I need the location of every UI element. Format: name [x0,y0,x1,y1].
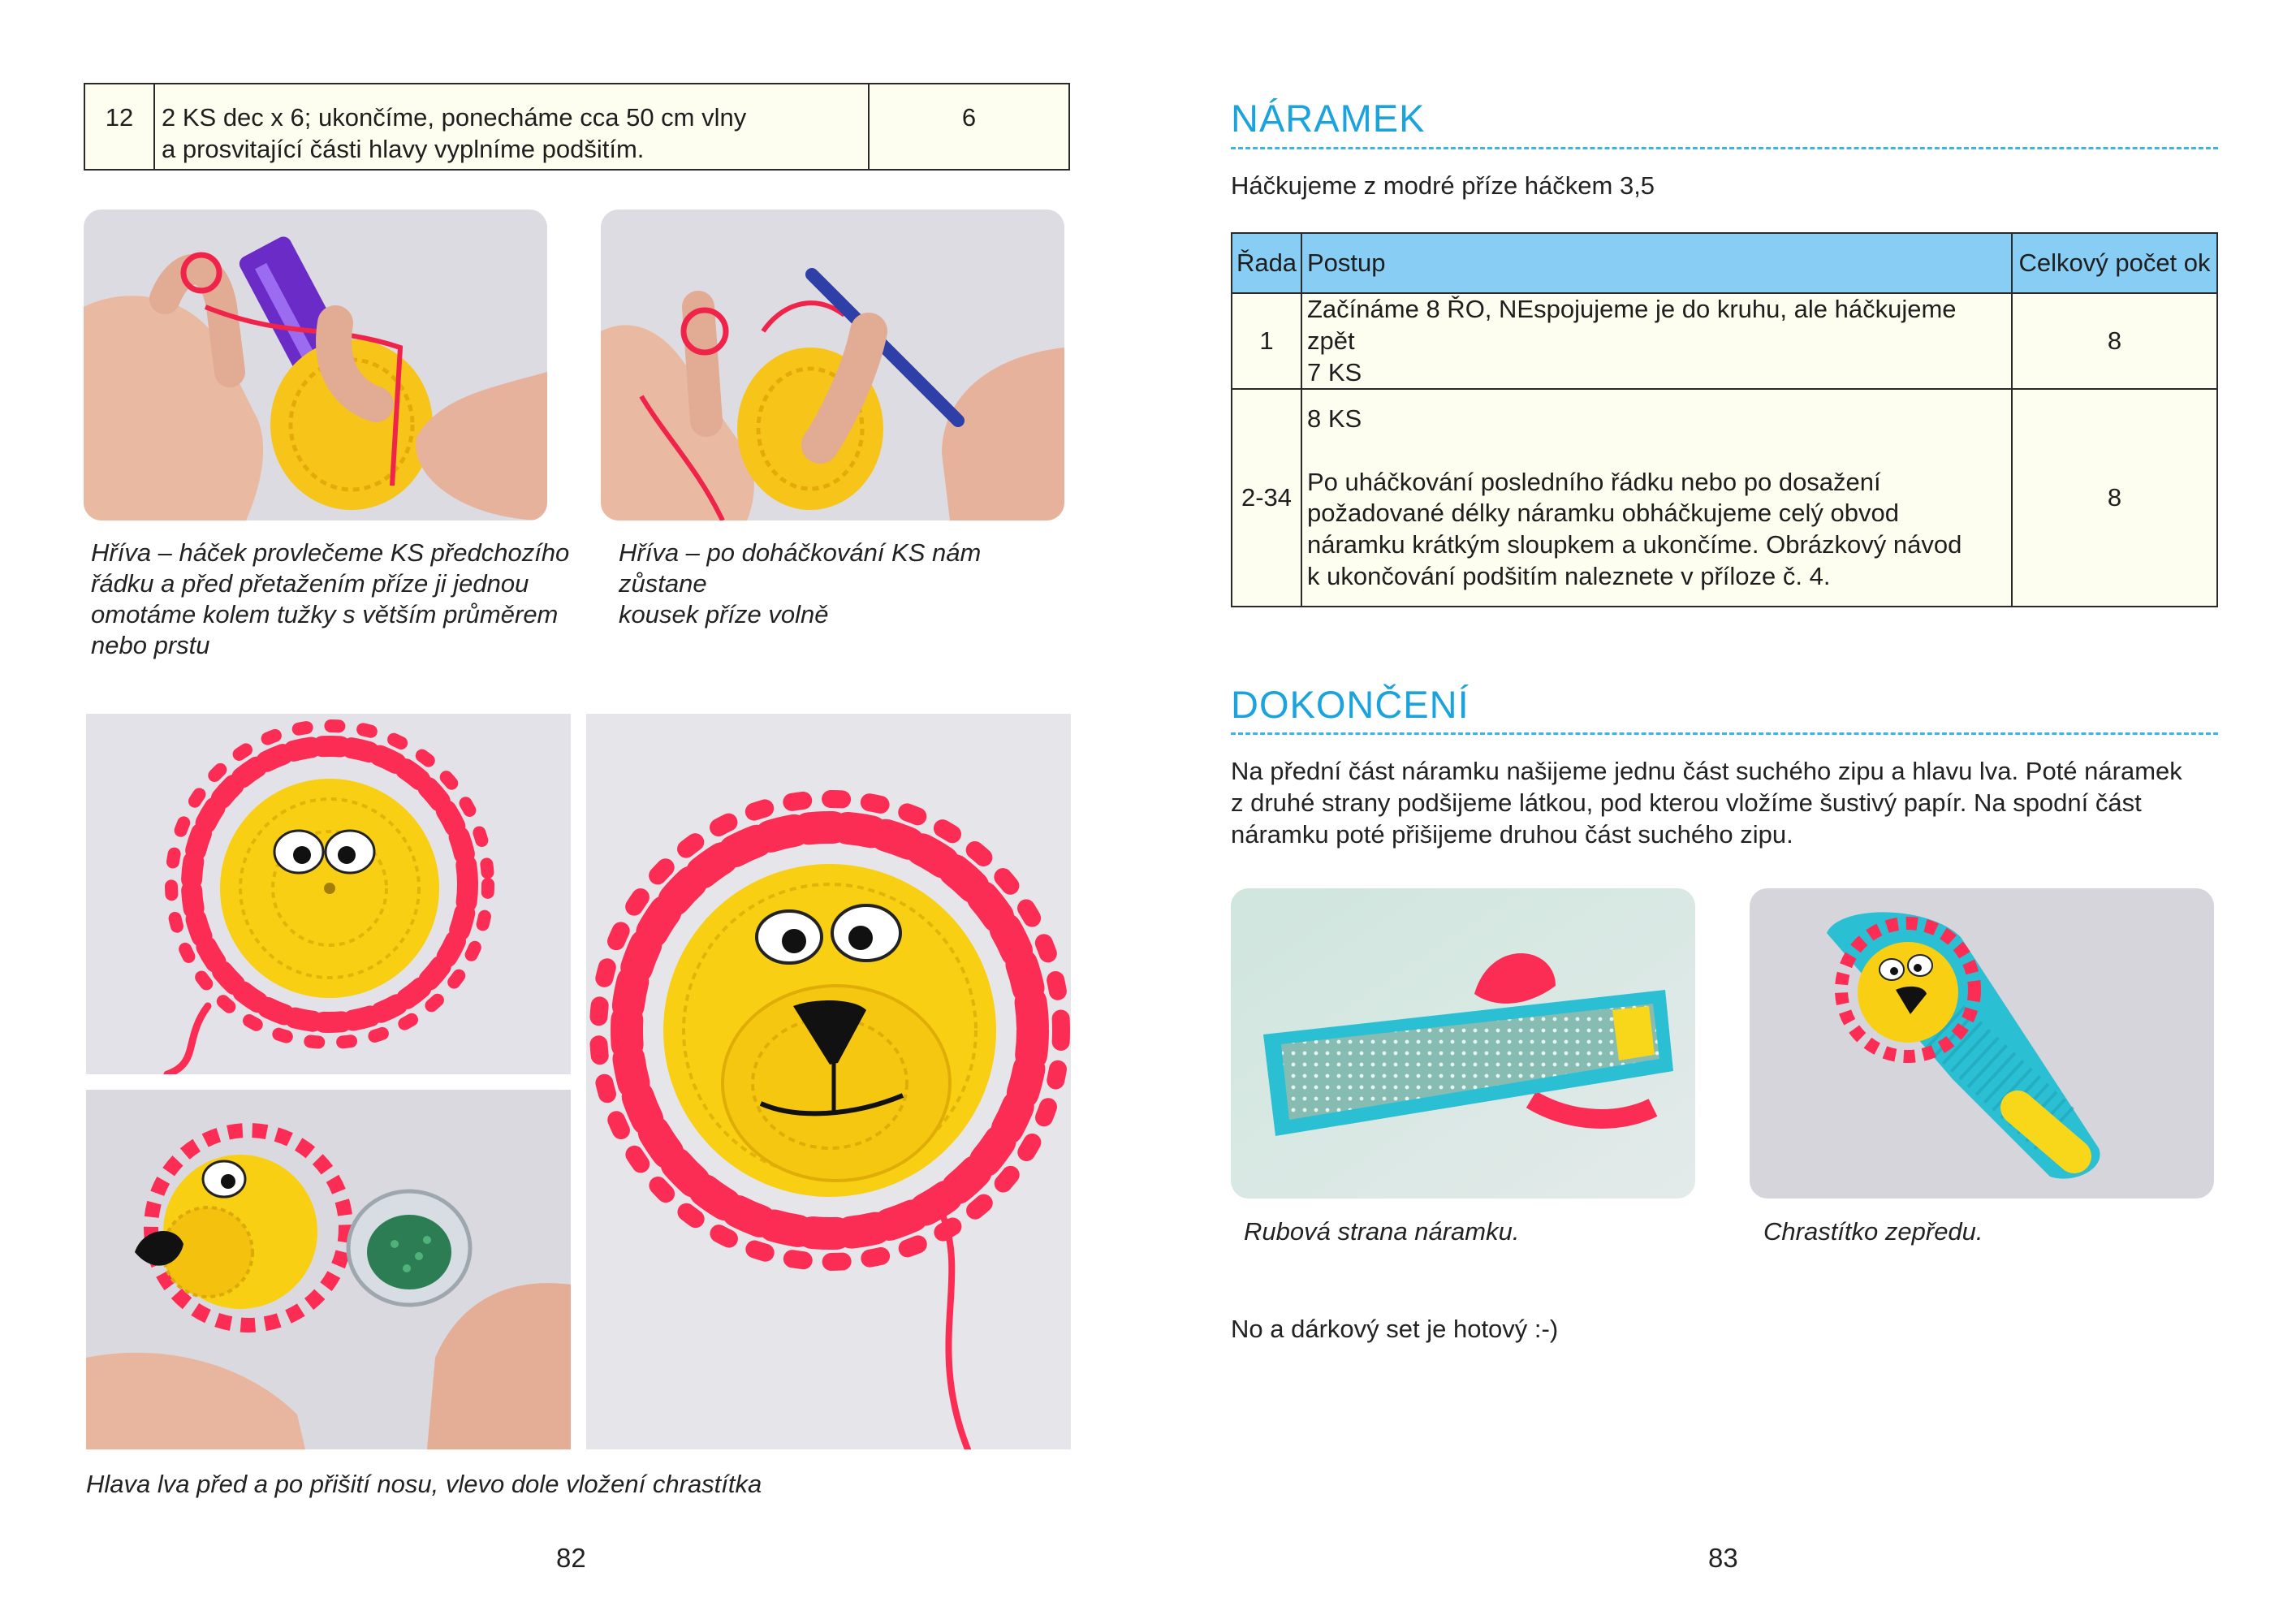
postup-line: 8 KS [1307,404,1362,433]
heading-divider [1231,147,2218,149]
caption-line: nebo prstu [91,631,210,659]
count-cell: 8 [2012,293,2217,389]
header-rada: Řada [1232,233,1301,293]
caption-line: omotáme kolem tužky s větším průměrem [91,600,559,628]
photo-mane-pencil [84,209,547,520]
photo-lion-head-small [86,714,571,1074]
caption-line: Hříva – háček provlečeme KS předchozího [91,538,570,567]
caption-photo1 [91,538,578,661]
page-number-left: 82 [556,1543,586,1573]
header-postup: Postup [1301,233,2012,293]
caption-line: Hříva – po doháčkování KS nám zůstane [619,538,982,598]
caption-rattle-front: Chrastítko zepředu. [1763,1217,1983,1246]
section-intro: Háčkujeme z modré příze háčkem 3,5 [1231,171,1655,200]
table-row [1232,293,2217,389]
postup-cell [154,84,869,170]
postup-line: 2 KS dec x 6; ukončíme, ponecháme cca 50 cm vlny [162,103,747,132]
photo-lion-rattle-insert [86,1090,571,1449]
photo-bracelet-back [1231,888,1695,1199]
paragraph-line: Na přední část náramku našijeme jednu část suchého zipu a hlavu lva. Poté náramek [1231,757,2182,785]
caption-line: řádku a před přetažením příze ji jednou [91,569,529,598]
postup-line: Začínáme 8 ŘO, NEspojujeme je do kruhu, ale háčkujeme zpět [1307,295,1957,355]
caption-collage: Hlava lva před a po přišití nosu, vlevo dole vložení chrastítka [86,1470,762,1498]
page-number-right: 83 [1708,1543,1738,1573]
caption-photo2 [619,538,1073,630]
postup-cell [1301,293,2012,389]
table-header-row [1232,233,2217,293]
postup-line: požadované délky náramku obháčkujeme celý obvod [1307,499,1899,528]
table-row [1232,389,2217,607]
paragraph-line: z druhé strany podšijeme látkou, pod kterou vložíme šustivý papír. Na spodní část [1231,788,2142,817]
postup-cell [1301,389,2012,607]
postup-line: 7 KS [1307,357,1362,387]
paragraph-line: náramku poté přišijeme druhou část suchého zipu. [1231,820,1793,849]
left-instruction-table [84,83,1070,171]
photo-mane-loop [601,209,1064,520]
postup-line: a prosvitající části hlavy vyplníme podšitím. [162,134,645,163]
row-number-cell: 2-34 [1232,389,1301,607]
postup-line: Po uháčkování posledního řádku nebo po dosažení [1307,467,1881,496]
heading-divider [1231,732,2218,735]
row-number-cell: 12 [84,84,154,170]
header-count: Celkový počet ok [2012,233,2217,293]
velcro-patch [1612,1006,1655,1060]
section-title-dokonceni: DOKONČENÍ [1231,683,1470,726]
postup-line: náramku krátkým sloupkem a ukončíme. Obrázkový návod [1307,530,1962,559]
caption-line: kousek příze volně [619,600,829,628]
table-row [84,84,1069,170]
caption-bracelet-back: Rubová strana náramku. [1244,1217,1520,1246]
photo-lion-head-large [586,714,1071,1449]
photo-rattle-front [1750,888,2214,1199]
naramek-table [1231,232,2218,607]
count-cell: 6 [869,84,1069,170]
row-number-cell: 1 [1232,293,1301,389]
closing-text: No a dárkový set je hotový :-) [1231,1315,1559,1343]
count-cell: 8 [2012,389,2217,607]
postup-line: k ukončování podšitím naleznete v příloze č. 4. [1307,561,1831,590]
dokonceni-paragraph [1231,755,2229,850]
section-title-naramek: NÁRAMEK [1231,97,1426,140]
